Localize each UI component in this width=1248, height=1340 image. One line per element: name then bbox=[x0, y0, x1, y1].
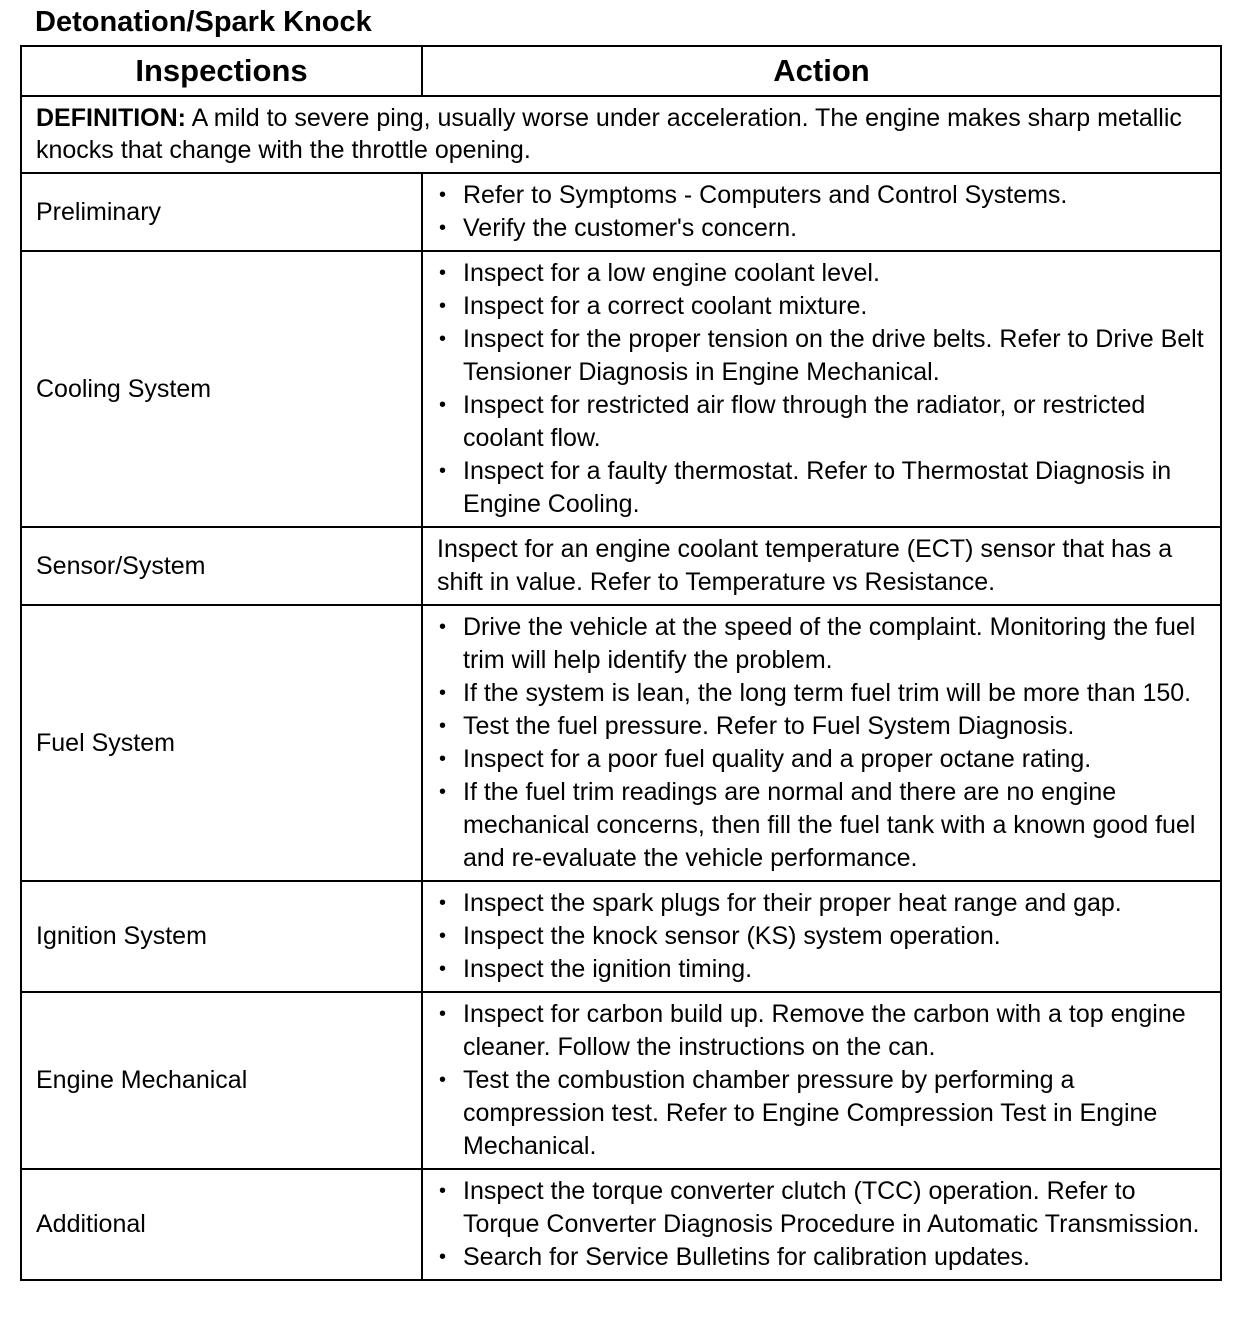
inspection-cell: Ignition System bbox=[21, 881, 422, 992]
action-list bbox=[423, 1170, 1220, 1279]
action-item: • Inspect the spark plugs for their proper heat range and gap. bbox=[437, 887, 1212, 920]
action-item: • Verify the customer's concern. bbox=[437, 212, 1212, 245]
action-item: • If the fuel trim readings are normal and there are no engine mechanical concerns, then fill the fuel tank with a known good fuel and re-evaluate the vehicle performance. bbox=[437, 776, 1212, 875]
inspection-cell: Engine Mechanical bbox=[21, 992, 422, 1169]
inspection-cell: Cooling System bbox=[21, 251, 422, 527]
action-item: • If the system is lean, the long term fuel trim will be more than 150. bbox=[437, 677, 1212, 710]
action-cell bbox=[422, 605, 1221, 881]
action-list bbox=[423, 606, 1220, 880]
definition-label: DEFINITION: bbox=[36, 104, 186, 132]
action-item: • Inspect the torque converter clutch (TCC) operation. Refer to Torque Converter Diagnosis Procedure in Automatic Transmission. bbox=[437, 1175, 1212, 1241]
action-list bbox=[423, 882, 1220, 991]
header-row bbox=[21, 46, 1221, 96]
table-row bbox=[21, 1169, 1221, 1280]
page-title: Detonation/Spark Knock bbox=[35, 6, 372, 38]
action-item: • Inspect the ignition timing. bbox=[437, 953, 1212, 986]
action-cell bbox=[422, 1169, 1221, 1280]
action-list bbox=[423, 993, 1220, 1168]
inspection-cell: Fuel System bbox=[21, 605, 422, 881]
inspections-header: Inspections bbox=[21, 46, 422, 96]
action-header: Action bbox=[422, 46, 1221, 96]
definition-cell bbox=[21, 96, 1221, 173]
action-item: • Search for Service Bulletins for calibration updates. bbox=[437, 1241, 1212, 1274]
table-row bbox=[21, 527, 1221, 605]
action-cell bbox=[422, 173, 1221, 251]
action-list bbox=[423, 174, 1220, 250]
action-item: • Inspect for carbon build up. Remove the carbon with a top engine cleaner. Follow the instructions on the can. bbox=[437, 998, 1212, 1064]
action-item: • Inspect for a low engine coolant level. bbox=[437, 257, 1212, 290]
table-row bbox=[21, 173, 1221, 251]
action-cell: Inspect for an engine coolant temperature (ECT) sensor that has a shift in value. Refer to Temperature vs Resistance. bbox=[422, 527, 1221, 605]
action-cell bbox=[422, 251, 1221, 527]
action-cell bbox=[422, 881, 1221, 992]
table-row bbox=[21, 881, 1221, 992]
inspection-cell: Additional bbox=[21, 1169, 422, 1280]
action-item: • Inspect for restricted air flow through the radiator, or restricted coolant flow. bbox=[437, 389, 1212, 455]
action-item: • Inspect for a faulty thermostat. Refer to Thermostat Diagnosis in Engine Cooling. bbox=[437, 455, 1212, 521]
action-cell bbox=[422, 992, 1221, 1169]
action-item: • Refer to Symptoms - Computers and Control Systems. bbox=[437, 179, 1212, 212]
table-row bbox=[21, 605, 1221, 881]
diagnostic-table bbox=[20, 45, 1222, 1281]
action-item: • Drive the vehicle at the speed of the complaint. Monitoring the fuel trim will help identify the problem. bbox=[437, 611, 1212, 677]
action-item: • Inspect for the proper tension on the drive belts. Refer to Drive Belt Tensioner Diagnosis in Engine Mechanical. bbox=[437, 323, 1212, 389]
action-item: • Inspect for a poor fuel quality and a proper octane rating. bbox=[437, 743, 1212, 776]
definition-row bbox=[21, 96, 1221, 173]
inspection-cell: Sensor/System bbox=[21, 527, 422, 605]
inspection-cell: Preliminary bbox=[21, 173, 422, 251]
action-item: • Inspect the knock sensor (KS) system operation. bbox=[437, 920, 1212, 953]
table-row bbox=[21, 992, 1221, 1169]
action-list bbox=[423, 252, 1220, 526]
table-row bbox=[21, 251, 1221, 527]
definition-text: A mild to severe ping, usually worse under acceleration. The engine makes sharp metallic knocks that change with the throttle opening. bbox=[36, 104, 1182, 164]
action-item: • Test the combustion chamber pressure by performing a compression test. Refer to Engine Compression Test in Engine Mechanical. bbox=[437, 1064, 1212, 1163]
action-item: • Test the fuel pressure. Refer to Fuel System Diagnosis. bbox=[437, 710, 1212, 743]
action-item: • Inspect for a correct coolant mixture. bbox=[437, 290, 1212, 323]
